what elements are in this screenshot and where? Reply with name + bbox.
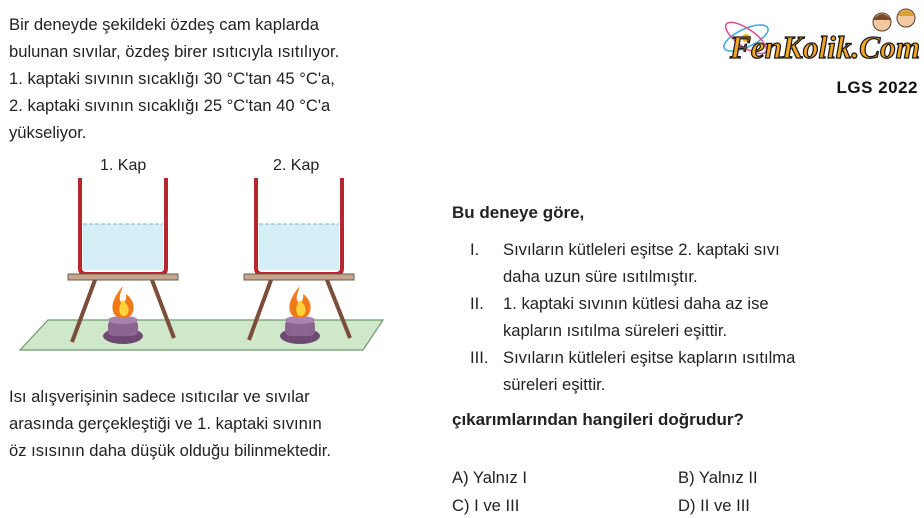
cup-1-label: 1. Kap bbox=[100, 157, 147, 174]
info-line: arasında gerçekleştiği ve 1. kaptaki sıvının bbox=[9, 414, 322, 433]
option-c[interactable]: C) I ve III bbox=[452, 496, 520, 515]
statement-number: II. bbox=[470, 294, 484, 313]
intro-line: Bir deneyde şekildeki özdeş cam kaplarda bbox=[9, 15, 319, 34]
statement-number: III. bbox=[470, 348, 489, 367]
statement-line: Sıvıların kütleleri eşitse 2. kaptaki sıvı bbox=[503, 240, 780, 259]
intro-line: bulunan sıvılar, özdeş birer ısıtıcıyla ısıtılıyor. bbox=[9, 42, 340, 61]
cup-2-liquid bbox=[259, 224, 339, 270]
info-line: öz ısısının daha düşük olduğu bilinmektedir. bbox=[9, 441, 331, 460]
cup-1-liquid bbox=[83, 224, 163, 270]
cup-1-grate bbox=[68, 274, 178, 280]
intro-line: yükseliyor. bbox=[9, 123, 87, 142]
question-title: Bu deneye göre, bbox=[452, 203, 585, 222]
question-ending: çıkarımlarından hangileri doğrudur? bbox=[452, 410, 744, 429]
info-paragraph bbox=[9, 383, 429, 464]
fenkolik-logo bbox=[720, 0, 924, 76]
logo-text: FenKolik.Com bbox=[729, 29, 920, 65]
statement-line: daha uzun süre ısıtılmıştır. bbox=[503, 267, 698, 286]
statement-line: süreleri eşittir. bbox=[503, 375, 606, 394]
option-d[interactable]: D) II ve III bbox=[678, 496, 750, 515]
burner-1 bbox=[103, 316, 143, 344]
info-line: Isı alışverişinin sadece ısıtıcılar ve sıvılar bbox=[9, 387, 310, 406]
statement-item bbox=[470, 290, 910, 344]
option-b[interactable]: B) Yalnız II bbox=[678, 468, 758, 487]
statement-number: I. bbox=[470, 240, 480, 259]
statement-item bbox=[470, 344, 910, 398]
experiment-figure bbox=[0, 150, 400, 380]
intro-paragraph bbox=[9, 11, 429, 146]
statement-line: 1. kaptaki sıvının kütlesi daha az ise bbox=[503, 294, 769, 313]
statement-line: Sıvıların kütleleri eşitse kapların ısıtılma bbox=[503, 348, 796, 367]
cup-2-grate bbox=[244, 274, 354, 280]
burner-2 bbox=[280, 316, 320, 344]
setup-cup-1 bbox=[68, 157, 178, 344]
intro-line: 1. kaptaki sıvının sıcaklığı 30 °C'tan 45 °C'a, bbox=[9, 69, 335, 88]
statement-list bbox=[470, 236, 910, 398]
cup-2-label: 2. Kap bbox=[273, 157, 320, 174]
statement-line: kapların ısıtılma süreleri eşittir. bbox=[503, 321, 728, 340]
exam-badge: LGS 2022 bbox=[836, 78, 918, 97]
setup-cup-2 bbox=[244, 157, 354, 344]
intro-line: 2. kaptaki sıvının sıcaklığı 25 °C'tan 40 °C'a bbox=[9, 96, 331, 115]
statement-item bbox=[470, 236, 910, 290]
option-a[interactable]: A) Yalnız I bbox=[452, 468, 528, 487]
